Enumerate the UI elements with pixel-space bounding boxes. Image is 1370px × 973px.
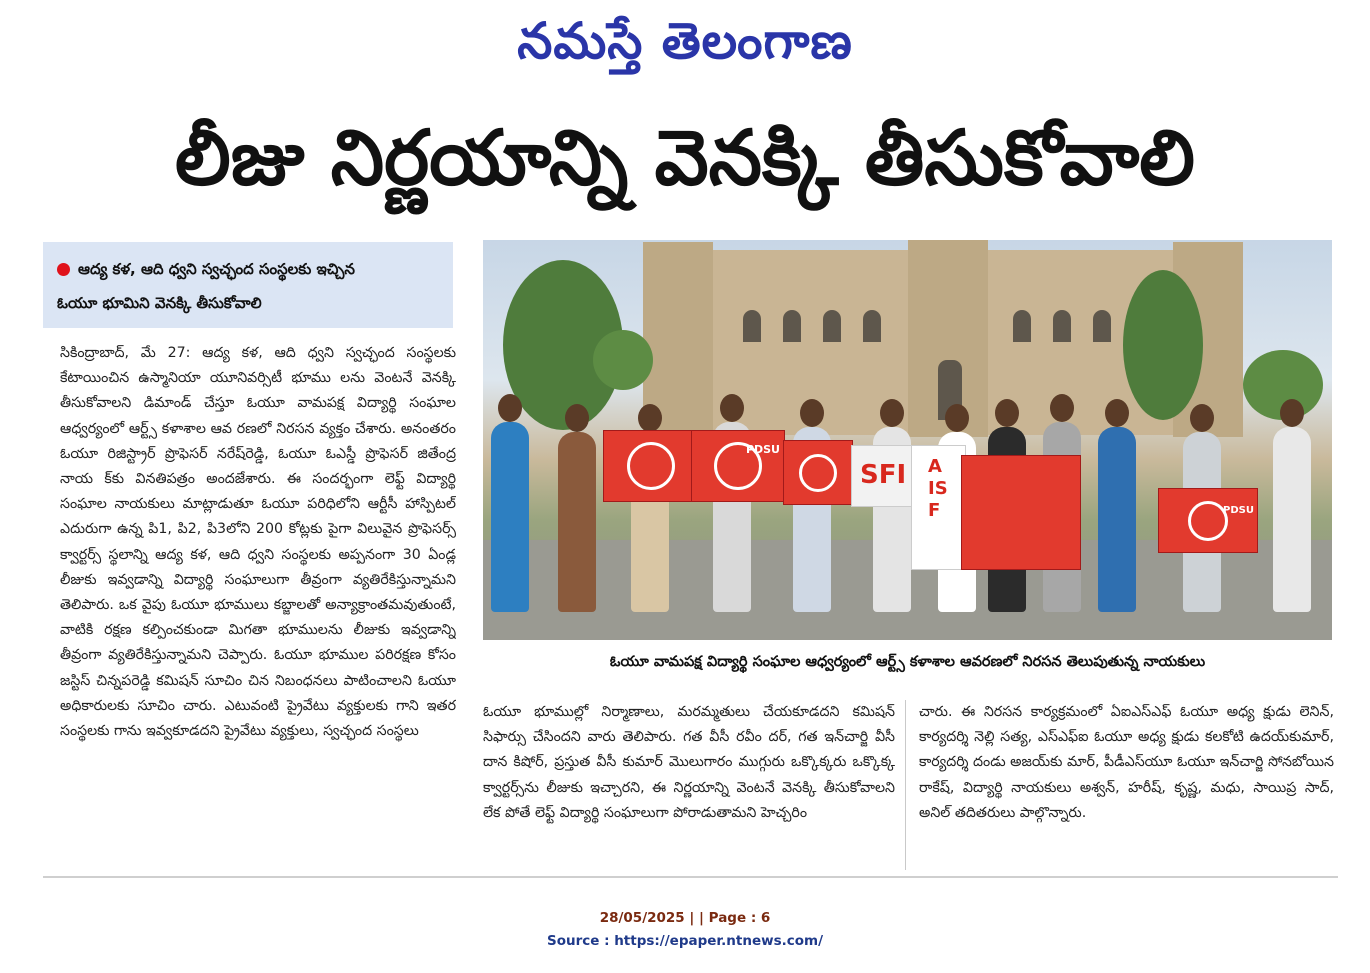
aisf-banner [911, 445, 966, 570]
footer-date-page: 28/05/2025 | | Page : 6 [599, 910, 771, 926]
raised-fist-icon [627, 442, 675, 490]
bottom-divider [43, 876, 1338, 878]
article-subheadline-box [43, 242, 453, 328]
pdsu-label: PDSU [745, 443, 780, 456]
pdsu-label: PDSU [1223, 505, 1254, 516]
raised-fist-icon [1188, 501, 1228, 541]
subheadline-line-1 [57, 252, 443, 286]
article-body-column-1: సికింద్రాబాద్, మే 27: ఆద్య కళ, ఆది ధ్వని స్వచ్ఛంద సంస్థలకు కేటాయించిన ఉస్మానియా యూనివర్సిటీ భూము లను వెంటనే వెనక్కి తీసుకోవాలని డిమాండ్ చేస్తూ ఓయూ వామపక్ష విద్యార్థి సంఘాల ఆధ్వర్యంలో ఆర్ట్స్ కళాశాల ఆవ రణలో నిరసన వ్యక్తం చేశారు. అనంతరం ఓయూ రిజిస్ట్రార్ ప్రొఫెసర్ నరేష్‌రెడ్డి, ఓయూ ఓఎస్డీ ప్రొఫెసర్ జితేంద్ర నాయ క్‌కు వినతిపత్రం అందజేశారు. ఈ సందర్భంగా లెఫ్ట్ విద్యార్థి సంఘాల నాయకులు మాట్లాడుతూ ఓయూ పరిధిలోని ఆర్టీసీ హాస్పిటల్ ఎదురుగా ఉన్న పి1, పి2, పి3లోని 200 కోట్లకు పైగా విలువైన ప్రొఫెసర్స్ క్వార్టర్స్ స్థలాన్ని ఆద్య కళ, ఆది ధ్వని సంస్థలకు అప్పనంగా 30 ఏండ్ల లీజుకు ఇవ్వడాన్ని విద్యార్థి సంఘాలుగా తీవ్రంగా వ్యతిరేకిస్తున్నామని తెలిపారు. ఒక వైపు ఓయూ భూములు కబ్జాలతో అన్యాక్రాంతమవుతుంటే, వాటికి రక్షణ కల్పించకుండా మిగతా భూములను లీజుకు ఇవ్వడాన్ని తీవ్రంగా వ్యతిరేకిస్తున్నామని చెప్పారు. ఓయూ భూముల పరిరక్షణ కోసం జస్టిస్ చిన్నపరెడ్డి కమిషన్ సూచిం చిన నిబంధనలు పాటించాలని ఓయూ అధికారులకు సూచిం చారు. ఎటువంటి ప్రైవేటు వ్యక్తులకు గాని ఇతర సంస్థలకు గాను ఇవ్వకూడదని ప్రైవేటు వ్యక్తులు, స్వచ్ఛంద సంస్థలు [60, 345, 456, 740]
plain-red-flag [961, 455, 1081, 570]
sfi-label: SFI [860, 460, 907, 490]
sfi-banner [851, 445, 916, 507]
pdsu-banner-1 [603, 430, 698, 502]
article-body-column-2: ఓయూ భూముల్లో నిర్మాణాలు, మరమ్మతులు చేయకూడదని కమిషన్ సిఫార్సు చేసిందని వారు తెలిపారు. గత వీసీ రవీం దర్, గత ఇన్‌చార్జి వీసీ దాన కిషోర్, ప్రస్తుత వీసీ కుమార్ మొలుగారం ముగ్గురు ఒక్కొక్కరు ఒక్కొక్క క్వార్టర్స్‌ను లీజుకు ఇచ్చారని, ఈ నిర్ణయాన్ని వెంటనే వెనక్కి తీసుకోవాలని లేక పోతే లెఫ్ట్ విద్యార్థి సంఘాలుగా పోరాడుతామని హెచ్చరిం [483, 704, 895, 821]
article-headline: లీజు నిర్ణయాన్ని వెనక్కి తీసుకోవాలి [174, 113, 1196, 202]
aisf-label: AISF [928, 456, 948, 521]
column-divider [905, 700, 906, 870]
pdsu-banner-4 [1158, 488, 1258, 553]
article-body-column-3: చారు. ఈ నిరసన కార్యక్రమంలో ఏఐఎస్ఎఫ్ ఓయూ అధ్య క్షుడు లెనిన్, కార్యదర్శి నెల్లి సత్య, ఎస్ఎఫ్ఐ ఓయూ అధ్య క్షుడు కలకోటి ఉదయ్‌కుమార్, కార్యదర్శి దండు అజయ్‌కు మార్, పీడీఎస్‌యూ ఓయూ ఇన్‌చార్జి సోనబోయిన రాకేష్, విద్యార్థి నాయకులు అశ్వన్, హరీష్, కృష్ణ, మధు, సాయిప్ర సాద్, అనిల్ తదితరులు పాల్గొన్నారు. [919, 704, 1334, 821]
raised-fist-icon [799, 454, 837, 492]
newspaper-masthead: నమస్తే తెలంగాణ [517, 11, 853, 70]
pdsu-banner-3 [783, 440, 853, 505]
pdsu-banner-2 [691, 430, 785, 502]
subheadline-line-2: ఓయూ భూమిని వెనక్కి తీసుకోవాలి [57, 294, 262, 312]
red-bullet-icon [57, 263, 70, 276]
photo-caption: ఓయూ వామపక్ష విద్యార్థి సంఘాల ఆధ్వర్యంలో ఆర్ట్స్ కళాశాల ఆవరణలో నిరసన తెలుపుతున్న నాయకులు [609, 654, 1206, 670]
protest-photo [483, 240, 1332, 640]
footer-source-link[interactable]: Source : https://epaper.ntnews.com/ [546, 933, 824, 949]
subheadline-text-1: ఆద్య కళ, ఆది ధ్వని స్వచ్ఛంద సంస్థలకు ఇచ్చిన [78, 260, 355, 278]
